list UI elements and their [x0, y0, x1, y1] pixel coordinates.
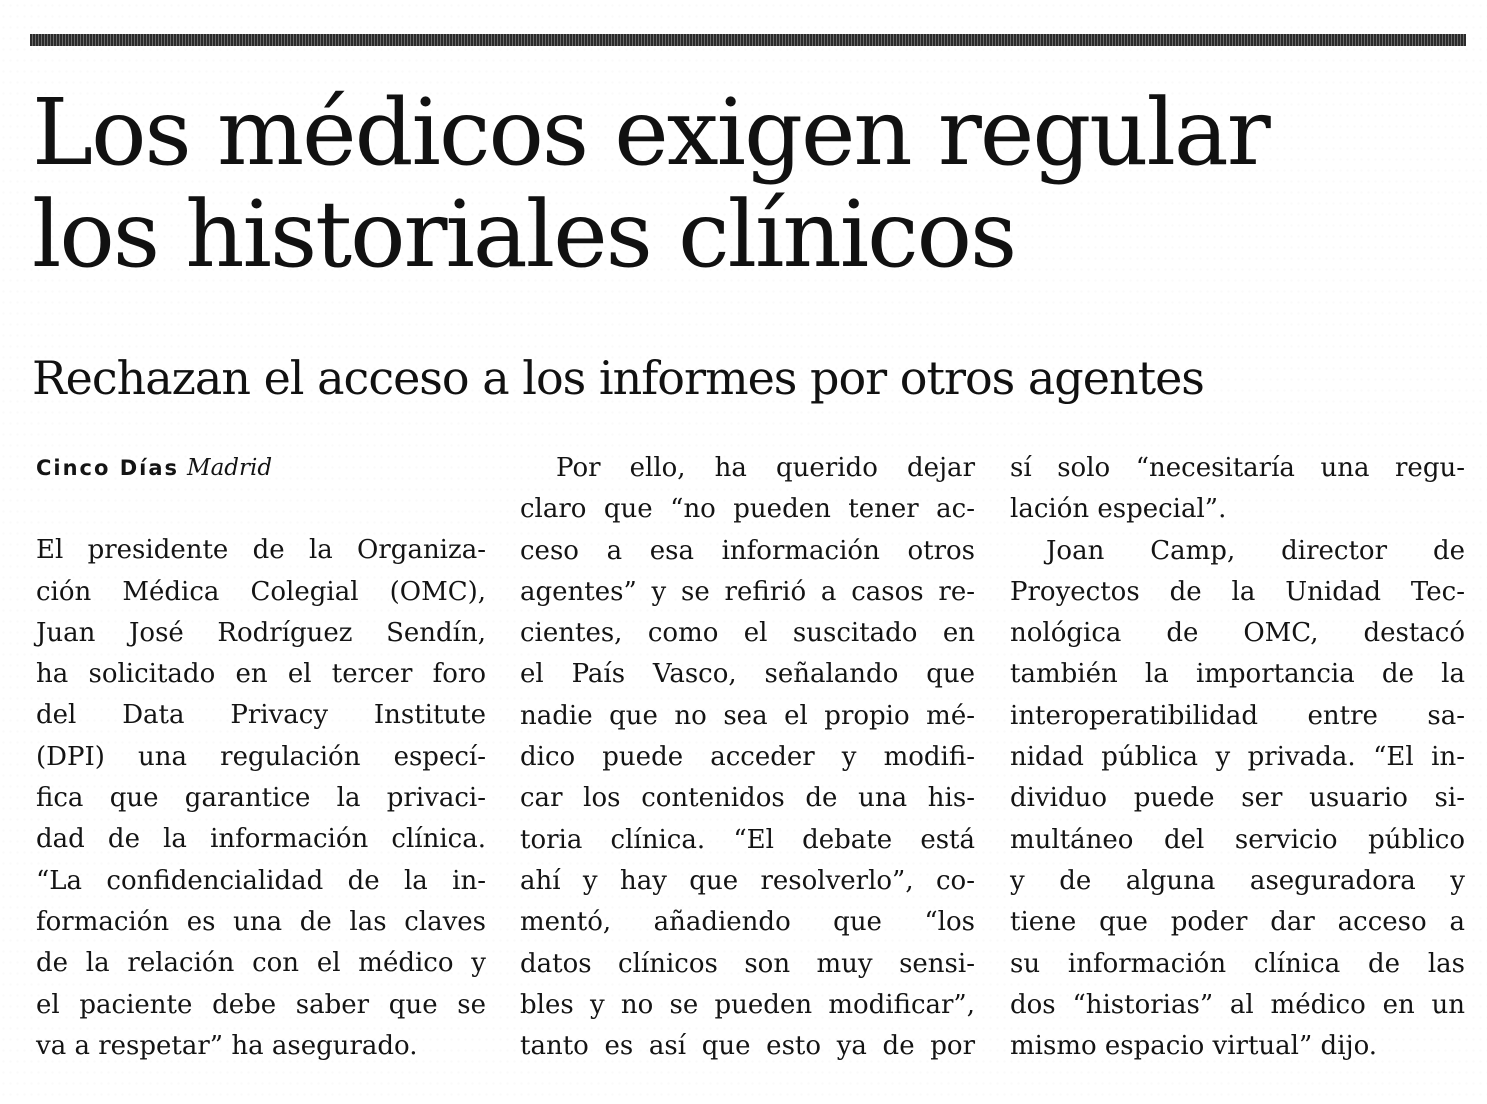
text-line: el País Vasco, señalando que	[520, 659, 975, 690]
text-line: mentó, añadiendo que “los	[520, 907, 975, 938]
text-line: nidad pública y privada. “El in-	[1010, 742, 1465, 773]
text-line: Joan Camp, director de	[1046, 535, 1465, 566]
text-line: “La confidencialidad de la in-	[36, 865, 486, 896]
headline-line-1: Los médicos exigen regular	[32, 79, 1269, 186]
text-line: datos clínicos son muy sensi-	[520, 948, 975, 979]
article-column-3	[1010, 448, 1465, 1067]
text-line: el paciente debe saber que se	[36, 989, 486, 1020]
text-line: interoperatibilidad entre sa-	[1010, 700, 1465, 731]
text-line: claro que “no pueden tener ac-	[520, 494, 975, 525]
text-line: ahí y hay que resolverlo”, co-	[520, 865, 975, 896]
text-line: y de alguna aseguradora y	[1010, 865, 1465, 896]
text-line: nológica de OMC, destacó	[1010, 618, 1465, 649]
text-line: (DPI) una regulación especí-	[36, 741, 486, 772]
text-line: tanto es así que esto ya de por	[520, 1031, 975, 1062]
text-line: dos “historias” al médico en un	[1010, 989, 1465, 1020]
headline	[32, 79, 1452, 288]
article-column-1	[36, 448, 486, 1067]
text-line: nadie que no sea el propio mé-	[520, 700, 975, 731]
text-line: ción Médica Colegial (OMC),	[36, 576, 486, 607]
text-line: de la relación con el médico y	[36, 948, 486, 979]
text-line: fica que garantice la privaci-	[36, 783, 486, 814]
top-rule	[30, 34, 1466, 46]
text-line: dad de la información clínica.	[36, 824, 486, 855]
article-column-2	[520, 448, 975, 1067]
text-line: ceso a esa información otros	[520, 535, 975, 566]
byline-city: Madrid	[187, 455, 273, 481]
text-line: del Data Privacy Institute	[36, 700, 486, 731]
text-line: tiene que poder dar acceso a	[1010, 907, 1465, 938]
text-line: Juan José Rodríguez Sendín,	[36, 617, 486, 648]
text-line: multáneo del servicio público	[1010, 824, 1465, 855]
text-line: cientes, como el suscitado en	[520, 618, 975, 649]
text-line: lación especial”.	[1010, 494, 1227, 525]
text-line: agentes” y se refirió a casos re-	[520, 576, 975, 607]
text-line: mismo espacio virtual” dijo.	[1010, 1031, 1378, 1062]
byline-agency: Cinco Días	[36, 456, 180, 480]
text-line: Por ello, ha querido dejar	[556, 453, 975, 483]
text-line: El presidente de la Organiza-	[36, 535, 486, 566]
text-line: toria clínica. “El debate está	[520, 824, 975, 855]
headline-line-2: los historiales clínicos	[32, 181, 1016, 288]
text-line: sí solo “necesitaría una regu-	[1010, 453, 1465, 483]
text-line: bles y no se pueden modificar”,	[520, 989, 975, 1020]
text-line: dico puede acceder y modifi-	[520, 742, 975, 773]
byline	[36, 448, 486, 489]
text-line: también la importancia de la	[1010, 659, 1465, 690]
text-line: ha solicitado en el tercer foro	[36, 659, 486, 690]
text-line: su información clínica de las	[1010, 948, 1465, 979]
text-line: Proyectos de la Unidad Tec-	[1010, 576, 1465, 607]
text-line: dividuo puede ser usuario si-	[1010, 783, 1465, 814]
text-line: car los contenidos de una his-	[520, 783, 975, 814]
subheadline: Rechazan el acceso a los informes por otros agentes	[32, 351, 1204, 405]
text-line: va a respetar” ha asegurado.	[36, 1030, 418, 1061]
text-line: formación es una de las claves	[36, 906, 486, 937]
